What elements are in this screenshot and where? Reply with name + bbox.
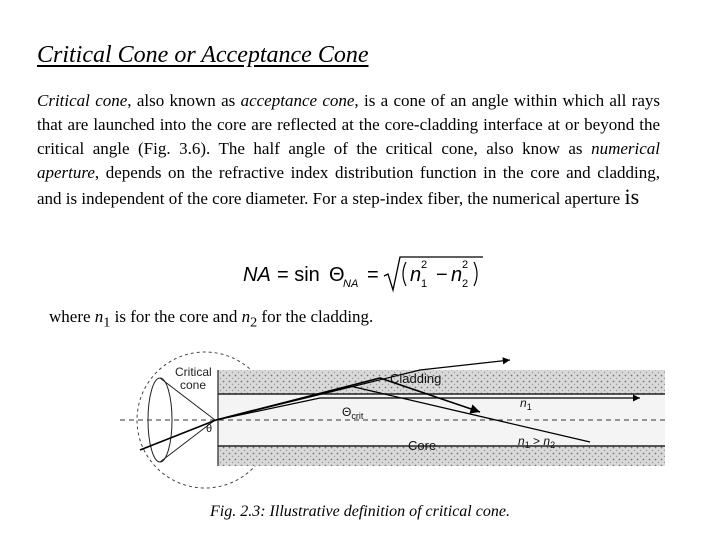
figure-caption: Fig. 2.3: Illustrative definition of critical cone. bbox=[210, 503, 510, 520]
where-line bbox=[49, 307, 373, 331]
critical-cone-figure bbox=[120, 350, 665, 500]
paragraph-text-3: , depends on the refractive index distribution function in the core and cladding, and is independent of the core diameter. For a step-index fiber, the numerical aperture bbox=[37, 163, 660, 208]
where-n2-subscript: 2 bbox=[250, 314, 258, 331]
label-theta-sub: crit bbox=[351, 411, 364, 421]
formula-right-paren bbox=[474, 262, 477, 286]
formula-n2: n bbox=[451, 264, 463, 286]
where-text-2: is for the core and bbox=[110, 307, 242, 326]
where-text-3: for the cladding. bbox=[257, 307, 374, 326]
formula-n2-superscript: 2 bbox=[462, 259, 469, 271]
formula-na: NA bbox=[243, 264, 271, 286]
where-n1-subscript: 1 bbox=[103, 314, 111, 331]
where-n1: n bbox=[94, 307, 104, 326]
term-numerical-aperture: numerical aperture bbox=[37, 139, 660, 182]
formula-equals-sin: = sin bbox=[277, 264, 320, 286]
label-n1-letter: n bbox=[520, 396, 527, 410]
formula-n1: n bbox=[410, 264, 422, 286]
label-critical: Critical bbox=[175, 365, 212, 379]
where-text-1: where bbox=[49, 307, 95, 326]
label-cladding: Cladding bbox=[390, 371, 442, 386]
term-acceptance-cone: acceptance cone bbox=[240, 91, 355, 110]
label-angle: θ bbox=[206, 423, 213, 435]
body-paragraph bbox=[37, 89, 660, 211]
formula-left-paren bbox=[403, 262, 406, 286]
cladding-bottom bbox=[218, 446, 665, 466]
label-cone: cone bbox=[180, 378, 207, 392]
label-core: Core bbox=[408, 438, 437, 453]
paragraph-end-word: is bbox=[624, 184, 640, 209]
term-critical-cone: Critical cone bbox=[37, 91, 128, 110]
formula-n1-subscript: 1 bbox=[421, 278, 428, 290]
label-n1-sub: 1 bbox=[526, 402, 532, 412]
numerical-aperture-formula bbox=[243, 254, 488, 296]
formula-n1-superscript: 2 bbox=[421, 259, 428, 271]
cladding-top bbox=[218, 370, 665, 394]
label-index-inequality bbox=[518, 434, 555, 450]
label-ineq-gt: > bbox=[529, 434, 544, 448]
formula-minus: − bbox=[436, 264, 448, 286]
formula-theta-subscript: NA bbox=[343, 278, 359, 290]
paragraph-text-2: , is a cone of an angle within which all rays that are launched into the core are reflected at the core-cladding interface at or beyond the critical angle (Fig. 3.6). The half angle of the critical cone, also know as bbox=[37, 91, 660, 158]
paragraph-text-1: , also known as bbox=[127, 91, 241, 110]
formula-equals: = bbox=[367, 264, 379, 286]
label-theta-symbol: Θ bbox=[342, 405, 352, 419]
formula-theta: Θ bbox=[329, 264, 345, 286]
formula-n2-subscript: 2 bbox=[462, 278, 469, 290]
page-title: Critical Cone or Acceptance Cone bbox=[37, 42, 369, 68]
where-n2: n bbox=[241, 307, 251, 326]
formula-sqrt-sign bbox=[384, 257, 483, 290]
label-ineq-n2: n bbox=[543, 434, 551, 448]
label-ineq-n1: n bbox=[518, 434, 525, 448]
label-ineq-n2-sub: 2 bbox=[550, 440, 556, 450]
label-ineq-n1-sub: 1 bbox=[524, 440, 530, 450]
